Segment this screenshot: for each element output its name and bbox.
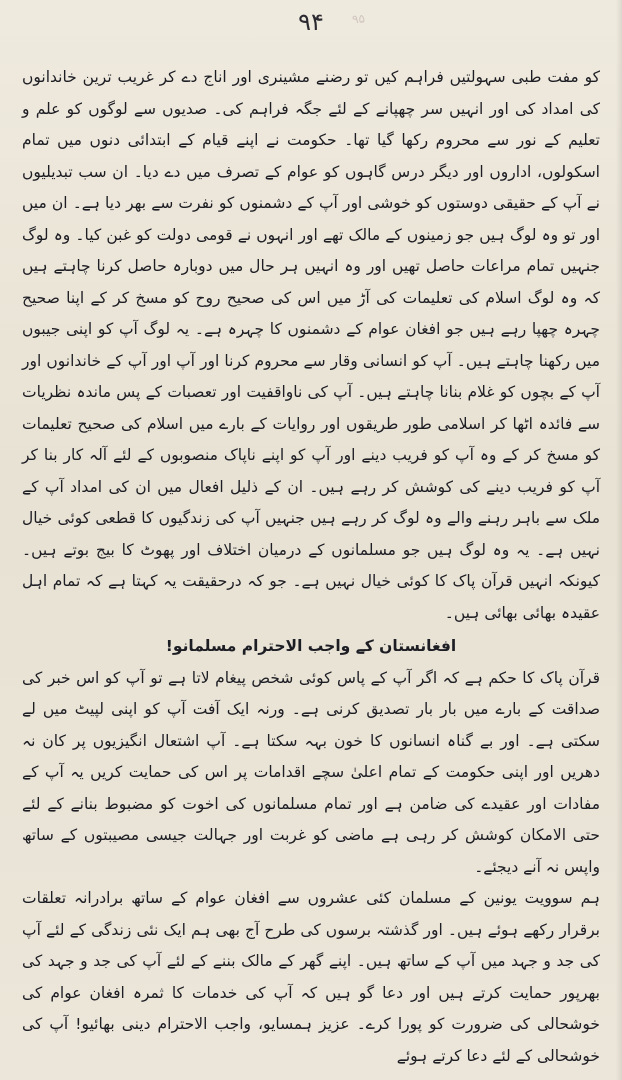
faint-page-stamp: ۹۵ [351,11,366,27]
page-body [22,62,600,1072]
page-edge-shadow [616,0,622,1080]
paragraph-3: ہم سوویت یونین کے مسلمان کئی عشروں سے افغان عوام کے ساتھ برادرانہ تعلقات برقرار رکھے ہوئے ہیں۔ اور گذشتہ برسوں کی طرح آج بھی ہم ایک نئی زندگی کے لئے آپ کی جد و جہد میں آپ کے ساتھ ہیں۔ اپنے گھر کے مالک بننے کے لئے آپ کی جد و جہد کی بھرپور حمایت کرتے ہیں اور دعا گو ہیں کہ آپ کی خدمات کا ثمرہ افغان عوام کی خوشحالی کی ضرورت کو پورا کرے۔ عزیز ہمسایو، واجب الاحترام دینی بھائیو! آپ کی خوشحالی کے لئے دعا کرتے ہوئے [22,889,600,1065]
paragraph-1: کو مفت طبی سہولتیں فراہم کیں تو رضنے مشینری اور اناج دے کر غریب ترین خاندانوں کی امداد کی اور انہیں سر چھپانے کے لئے جگہ فراہم کی۔ صدیوں سے لوگوں کو علم و تعلیم کے نور سے محروم رکھا گیا تھا۔ حکومت نے اپنے قیام کے ابتدائی دنوں میں تمام اسکولوں، اداروں اور دیگر درس گاہوں کو عوام کے تصرف میں دے دیا۔ ان سب تبدیلیوں نے آپ کے حقیقی دوستوں کو خوشی اور آپ کے دشمنوں کو نفرت سے بھر دیا ہے۔ ان میں اور تو وہ لوگ ہیں جو زمینوں کے مالک تھے اور انہوں نے قومی دولت کو غبن کیا۔ وہ لوگ جنہیں تمام مراعات حاصل تھیں اور وہ انہیں ہر حال میں دوبارہ حاصل کرنا چاہتے ہیں کہ وہ لوگ اسلام کی تعلیمات کی آڑ میں اس کی صحیح روح کو مسخ کر کے اپنا صحیح چہرہ چھپا رہے ہیں جو افغان عوام کے دشمنوں کا چہرہ ہے۔ یہ لوگ آپ کو اپنی جیبوں میں رکھنا چاہتے ہیں۔ آپ کو انسانی وقار سے محروم کرنا اور آپ اور آپ کے خاندانوں اور آپ کے بچوں کو غلام بنانا چاہتے ہیں۔ آپ کی ناواقفیت اور تعصبات کے پس ماندہ نظریات سے فائدہ اٹھا کر اسلامی طور طریقوں اور روایات کے بارے میں اسلام کی صحیح تعلیمات کو مسخ کر کے وہ آپ کو فریب دینے اور آپ کو اپنے ناپاک منصوبوں کے لئے آلہ کار بنا کر آپ کو فریب دینے کی کوشش کر رہے ہیں۔ ان کے ذلیل افعال میں ان کی امداد آپ کے ملک سے باہر رہنے والے وہ لوگ کر رہے ہیں جنہیں آپ کی زندگیوں کا قطعی کوئی خیال نہیں ہے۔ یہ وہ لوگ ہیں جو مسلمانوں کے درمیان اختلاف اور پھوٹ کا بیج بوتے ہیں۔ کیونکہ انہیں قرآن پاک کا کوئی خیال نہیں ہے۔ جو کہ درحقیقت یہ کہتا ہے کہ تمام اہل عقیدہ بھائی بھائی ہیں۔ [22,68,600,622]
page-number: ۹۴ [298,8,324,36]
paragraph-2: قرآن پاک کا حکم ہے کہ اگر آپ کے پاس کوئی شخص پیغام لاتا ہے تو آپ کو اس خبر کی صداقت کے بارے میں بار بار تصدیق کرنی ہے۔ ورنہ ایک آفت آپ کو اپنی لپیٹ میں لے سکتی ہے۔ اور بے گناہ انسانوں کا خون بہہ سکتا ہے۔ آپ اشتعال انگیزیوں پر کان نہ دھریں اور اپنی حکومت کے تمام اعلیٰ سچے اقدامات پر اس کی حمایت کریں یہ آپ کے مفادات اور عقیدے کی ضامن ہے اور تمام مسلمانوں کی اخوت کو مضبوط بنانے کے لئے حتی الامکان کوشش کر رہی ہے ماضی کو غربت اور جہالت جیسی مصیبتوں کے ساتھ واپس نہ آنے دیجئے۔ [22,668,600,876]
address-heading: افغانستان کے واجب الاحترام مسلمانو! [165,637,457,655]
